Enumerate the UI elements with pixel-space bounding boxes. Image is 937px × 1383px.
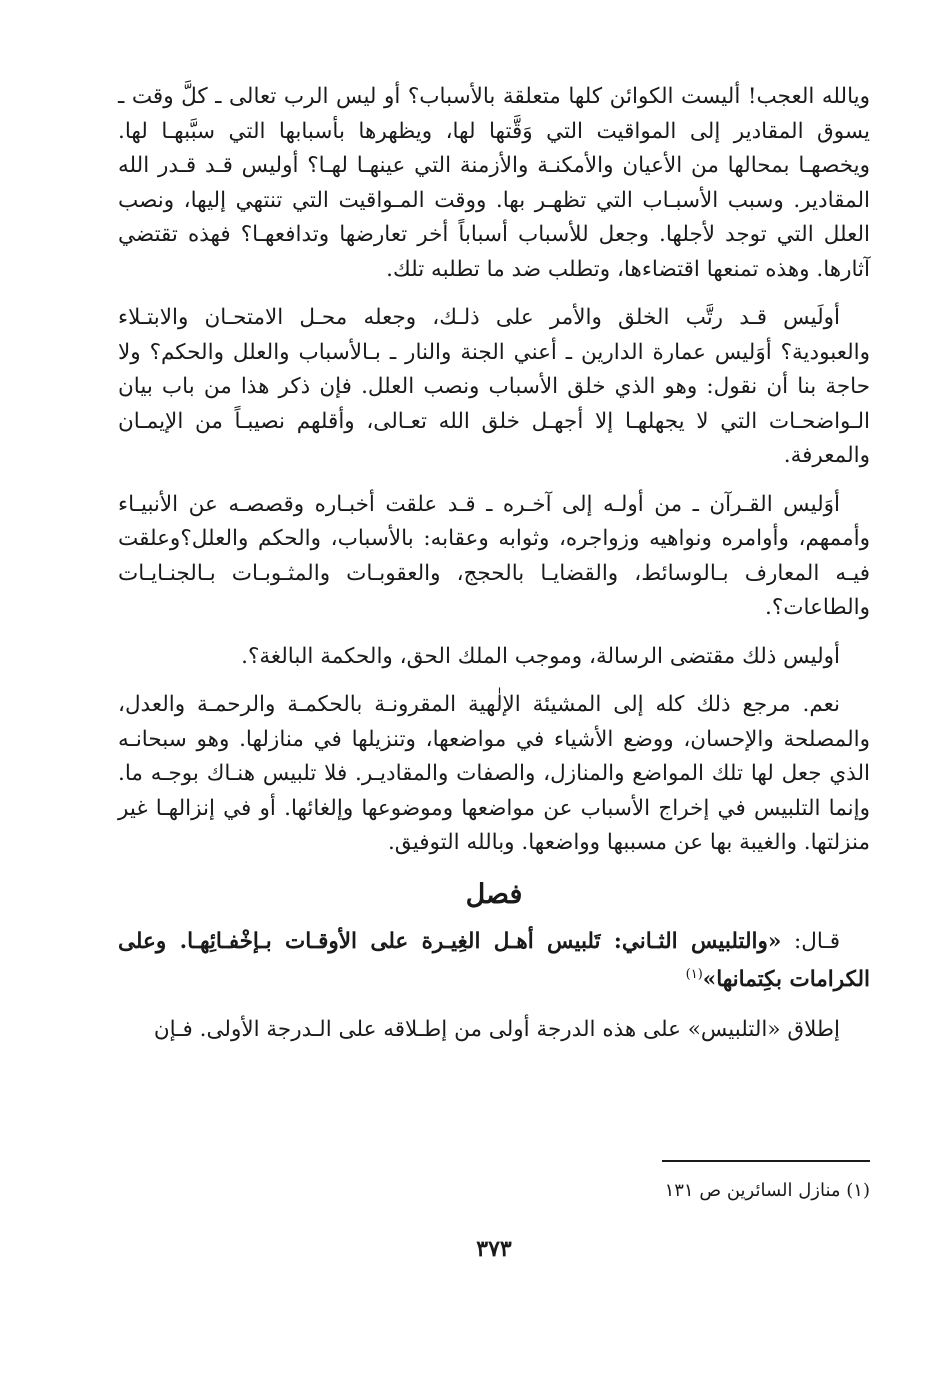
paragraph-5: نعم. مرجع ذلك كله إلى المشيئة الإلٰهية المقرونـة بالحكمـة والرحمـة والعدل، والمصلحة والإحسان، ووضع الأشياء في مواضعها، وتنزيلها في منازلها. وهو سبحانـه الذي جعل لها تلك المواضع والمنازل، والصفات والمقاديـر. فلا تلبيس هنـاك بوجـه ما. وإنما التلبيس في إخراج الأسباب عن مواضعها وموضوعها وإلغائها. أو في إنزالهـا غير منزلتها. والغيبة بها عن مسببها وواضعها. وبالله التوفيق.	[118, 692, 870, 855]
section-heading: فصل	[465, 878, 523, 910]
footnote-divider	[662, 1160, 870, 1162]
quote-body: «والتلبيس الثـاني: تَلبيس أهـل الغِيـرة على الأوقـات بـإخْفـائِهـا. وعلى الكرامات بكِتمانها»	[118, 928, 870, 992]
quote-lead: قـال:	[781, 928, 840, 954]
footnote-marker: (١)	[685, 966, 703, 982]
footnote: (١) منازل السائرين ص ١٣١	[664, 1180, 870, 1201]
page-body	[118, 80, 870, 1370]
paragraph-4: أوليس ذلك مقتضى الرسالة، وموجب الملك الحق، والحكمة البالغة؟.	[241, 643, 840, 669]
paragraph-6: إطلاق «التلبيس» على هذه الدرجة أولى من إطـلاقه على الـدرجة الأولى. فـإن	[153, 1016, 840, 1042]
paragraph-3: أوَليس القـرآن ـ من أولـه إلى آخـره ـ قـد علقت أخبـاره وقصصـه عن الأنبيـاء وأممهم، وأوامره ونواهيه وزواجره، وثوابه وعقابه: بالأسباب، والحكم والعلل؟وعلقت فيـه المعارف بـالوسائط، والقضايـا بالحجج، والعقوبـات والمثـوبـات بـالجنـايـات والطاعات؟.	[118, 491, 870, 620]
paragraph-1: ويالله العجب! أليست الكوائن كلها متعلقة بالأسباب؟ أو ليس الرب تعالى ـ كلَّ وقت ـ يسوق المقادير إلى المواقيت التي وَقَّتها لها، ويظهرها بأسبابها التي سبَّبهـا لها. ويخصهـا بمحالها من الأعيان والأمكنـة والأزمنة التي عينهـا لهـا؟ أوليس قـد قـدر الله المقادير. وسبب الأسبـاب التي تظهـر بها. ووقت المـواقيت التي تنتهي إليها، ونصب العلل التي توجد لأجلها. وجعل للأسباب أسباباً أخر تعارضها وتدافعهـا؟ فهذه تقتضي آثارها. وهذه تمنعها اقتضاءها، وتطلب ضد ما تطلبه تلك.	[118, 84, 870, 282]
paragraph-2: أولَيس قـد رتَّب الخلق والأمر على ذلـك، وجعله محـل الامتحـان والابتـلاء والعبودية؟ أوَليس عمارة الدارين ـ أعني الجنة والنار ـ بـالأسباب والعلل والحكم؟ ولا حاجة بنا أن نقول: وهو الذي خلق الأسباب ونصب العلل. فإن ذكر هذا من باب بيان الـواضحـات التي لا يجهلهـا إلا أجهـل خلق الله تعـالى، وأقلهم نصيبـاً من الإيمـان والمعرفة.	[118, 305, 870, 468]
quote-paragraph	[118, 923, 870, 999]
page-number: ٣٧٣	[476, 1236, 512, 1262]
